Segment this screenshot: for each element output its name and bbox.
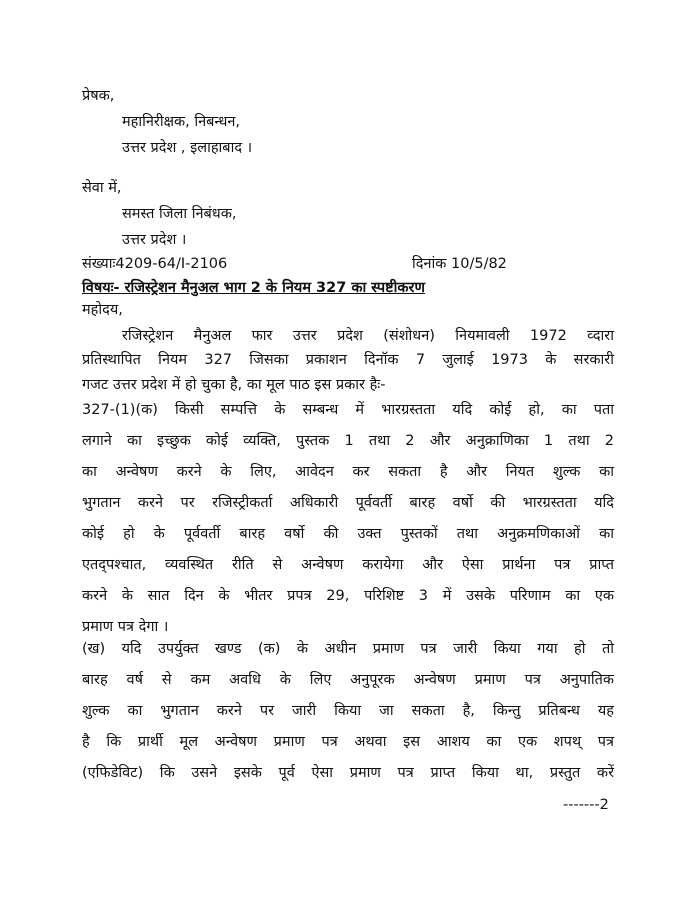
intro-line: गजट उत्तर प्रदेश में हो चुका है, का मूल पाठ इस प्रकार हैः- bbox=[82, 377, 386, 393]
intro-line: प्रतिस्थापित नियम 327 जिसका प्रकाशन दिनॉक 7 जुलाई 1973 के सरकारी bbox=[82, 352, 614, 368]
rule-a-line: लगाने का इच्छुक कोई व्यक्ति, पुस्तक 1 तथा 2 और अनुक्राणिका 1 तथा 2 bbox=[82, 433, 614, 449]
salutation: महोदय, bbox=[82, 302, 123, 318]
rule-b-line: (ख) यदि उपर्युक्त खण्ड (क) के अधीन प्रमाण पत्र जारी किया गया हो तो bbox=[82, 641, 614, 657]
reference-number: संख्याः4209-64/I-2106 bbox=[82, 256, 228, 272]
rule-b-line: है कि प्रार्थी मूल अन्वेषण प्रमाण पत्र अथवा इस आशय का एक शपथ् पत्र bbox=[82, 734, 614, 750]
rule-a-line: प्रमाण पत्र देगा । bbox=[82, 619, 169, 635]
rule-b-line: बारह वर्ष से कम अवधि के लिए अनुपूरक अन्वेषण प्रमाण पत्र अनुपातिक bbox=[82, 672, 614, 688]
rule-a-line: करने के सात दिन के भीतर प्रपत्र 29, परिशिष्ट 3 में उसके परिणाम का एक bbox=[82, 588, 614, 604]
rule-b-line: (एफिडेविट) कि उसने इसके पूर्व ऐसा प्रमाण पत्र प्राप्त किया था, प्रस्तुत करें bbox=[82, 765, 614, 781]
rule-b-line: शुल्क का भुगतान करने पर जारी किया जा सकता है, किन्तु प्रतिबन्ध यह bbox=[82, 703, 614, 719]
page-continuation: -------2 bbox=[563, 797, 609, 813]
rule-a-line: 327-(1)(क) किसी सम्पत्ति के सम्बन्ध में भारग्रस्तता यदि कोई हो, का पता bbox=[82, 402, 614, 418]
recipient-label: सेवा में, bbox=[82, 180, 122, 196]
subject-line: विषयः- रजिस्ट्रेशन मैनुअल भाग 2 के नियम 327 का स्पष्टीकरण bbox=[82, 280, 425, 296]
reference-date: दिनांक 10/5/82 bbox=[412, 256, 507, 272]
sender-location: उत्तर प्रदेश , इलाहाबाद । bbox=[122, 140, 253, 156]
rule-a-line: कोई हो के पूर्ववर्ती बारह वर्षो की उक्त पुस्तकों तथा अनुक्रमणिकाओं का bbox=[82, 526, 614, 542]
rule-a-line: एतद्पश्चात, व्यवस्थित रीति से अन्वेषण करायेगा और ऐसा प्रार्थना पत्र प्राप्त bbox=[82, 557, 614, 573]
rule-a-line: भुगतान करने पर रजिस्ट्रीकर्ता अधिकारी पूर्ववर्ती बारह वर्षो की भारग्रस्तता यदि bbox=[82, 495, 614, 511]
sender-designation: महानिरीक्षक, निबन्धन, bbox=[122, 114, 241, 130]
recipient-designation: समस्त जिला निबंधक, bbox=[122, 206, 237, 222]
rule-a-line: का अन्वेषण करने के लिए, आवेदन कर सकता है और नियत शुल्क का bbox=[82, 464, 614, 480]
intro-line: रजिस्ट्रेशन मैनुअल फार उत्तर प्रदेश (संशोधन) नियमावली 1972 व्दारा bbox=[122, 328, 614, 344]
recipient-location: उत्तर प्रदेश । bbox=[122, 232, 187, 248]
sender-label: प्रेषक, bbox=[82, 88, 115, 104]
